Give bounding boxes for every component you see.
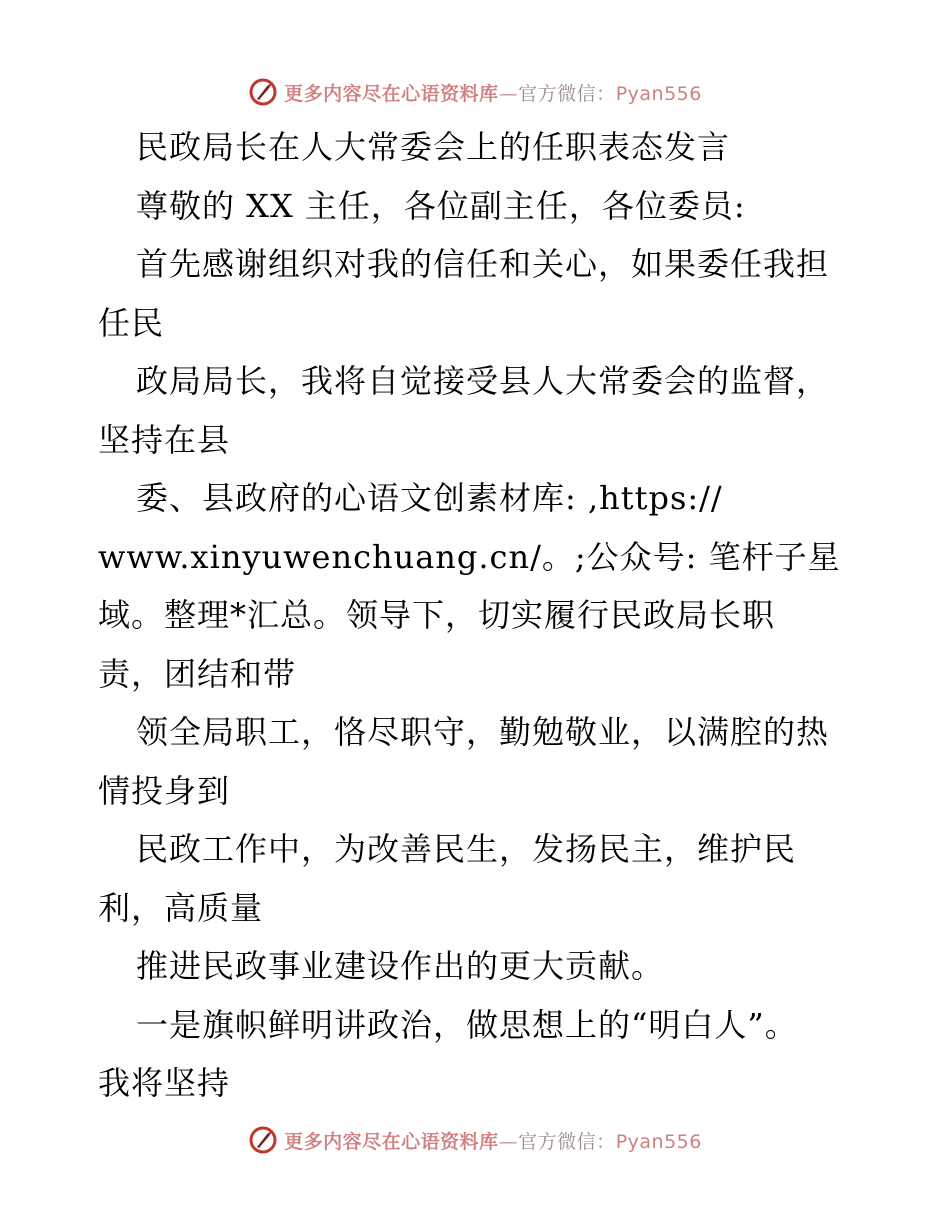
salutation-line: 尊敬的 XX 主任，各位副主任，各位委员:: [136, 186, 746, 225]
watermark-text: [284, 79, 702, 106]
paragraph-line: 坚持在县: [98, 420, 231, 459]
paragraph-line: 领全局职工，恪尽职守，勤勉敬业，以满腔的热: [136, 713, 830, 751]
watermark-wechat-label: 官方微信：: [518, 82, 616, 105]
watermark-brand: 更多内容尽在心语资料库: [284, 82, 499, 105]
watermark-text: [284, 1127, 702, 1154]
paragraph-line: 民政工作中，为改善民生，发扬民主，维护民: [136, 830, 797, 868]
paragraph-line: www.xinyuwenchuang.cn/。;公众号: 笔杆子星: [98, 537, 841, 576]
paragraph-line: 域。整理*汇总。领导下，切实履行民政局长职: [98, 596, 776, 634]
paragraph-line: 委、县政府的心语文创素材库: ,https://: [136, 479, 723, 517]
paragraph-line: 一是旗帜鲜明讲政治，做思想上的“明白人”。: [136, 1005, 798, 1044]
paragraph-line: 任民: [98, 303, 165, 342]
paragraph-line: 责，团结和带: [98, 654, 297, 693]
footer-watermark-banner: [0, 1120, 950, 1160]
document-title: 民政局长在人大常委会上的任职表态发言: [136, 128, 731, 166]
paragraph-line: 利，高质量: [98, 888, 264, 927]
watermark-brand: 更多内容尽在心语资料库: [284, 1130, 499, 1153]
watermark-account: Pyan556: [615, 1130, 702, 1153]
watermark-dash: —: [498, 82, 519, 105]
feather-pen-circle-icon: [248, 1125, 278, 1155]
paragraph-line: 推进民政事业建设作出的更大贡献。: [136, 947, 665, 985]
document-body: [98, 118, 858, 1113]
feather-pen-circle-icon: [248, 77, 278, 107]
paragraph-line: 首先感谢组织对我的信任和关心，如果委任我担: [136, 245, 830, 283]
paragraph-line: 政局局长，我将自觉接受县人大常委会的监督，: [136, 362, 830, 400]
watermark-account: Pyan556: [615, 82, 702, 105]
paragraph-line: 情投身到: [98, 771, 231, 810]
watermark-dash: —: [498, 1130, 519, 1153]
header-watermark-banner: [0, 72, 950, 112]
watermark-wechat-label: 官方微信：: [518, 1130, 616, 1153]
paragraph-line: 我将坚持: [98, 1064, 231, 1102]
